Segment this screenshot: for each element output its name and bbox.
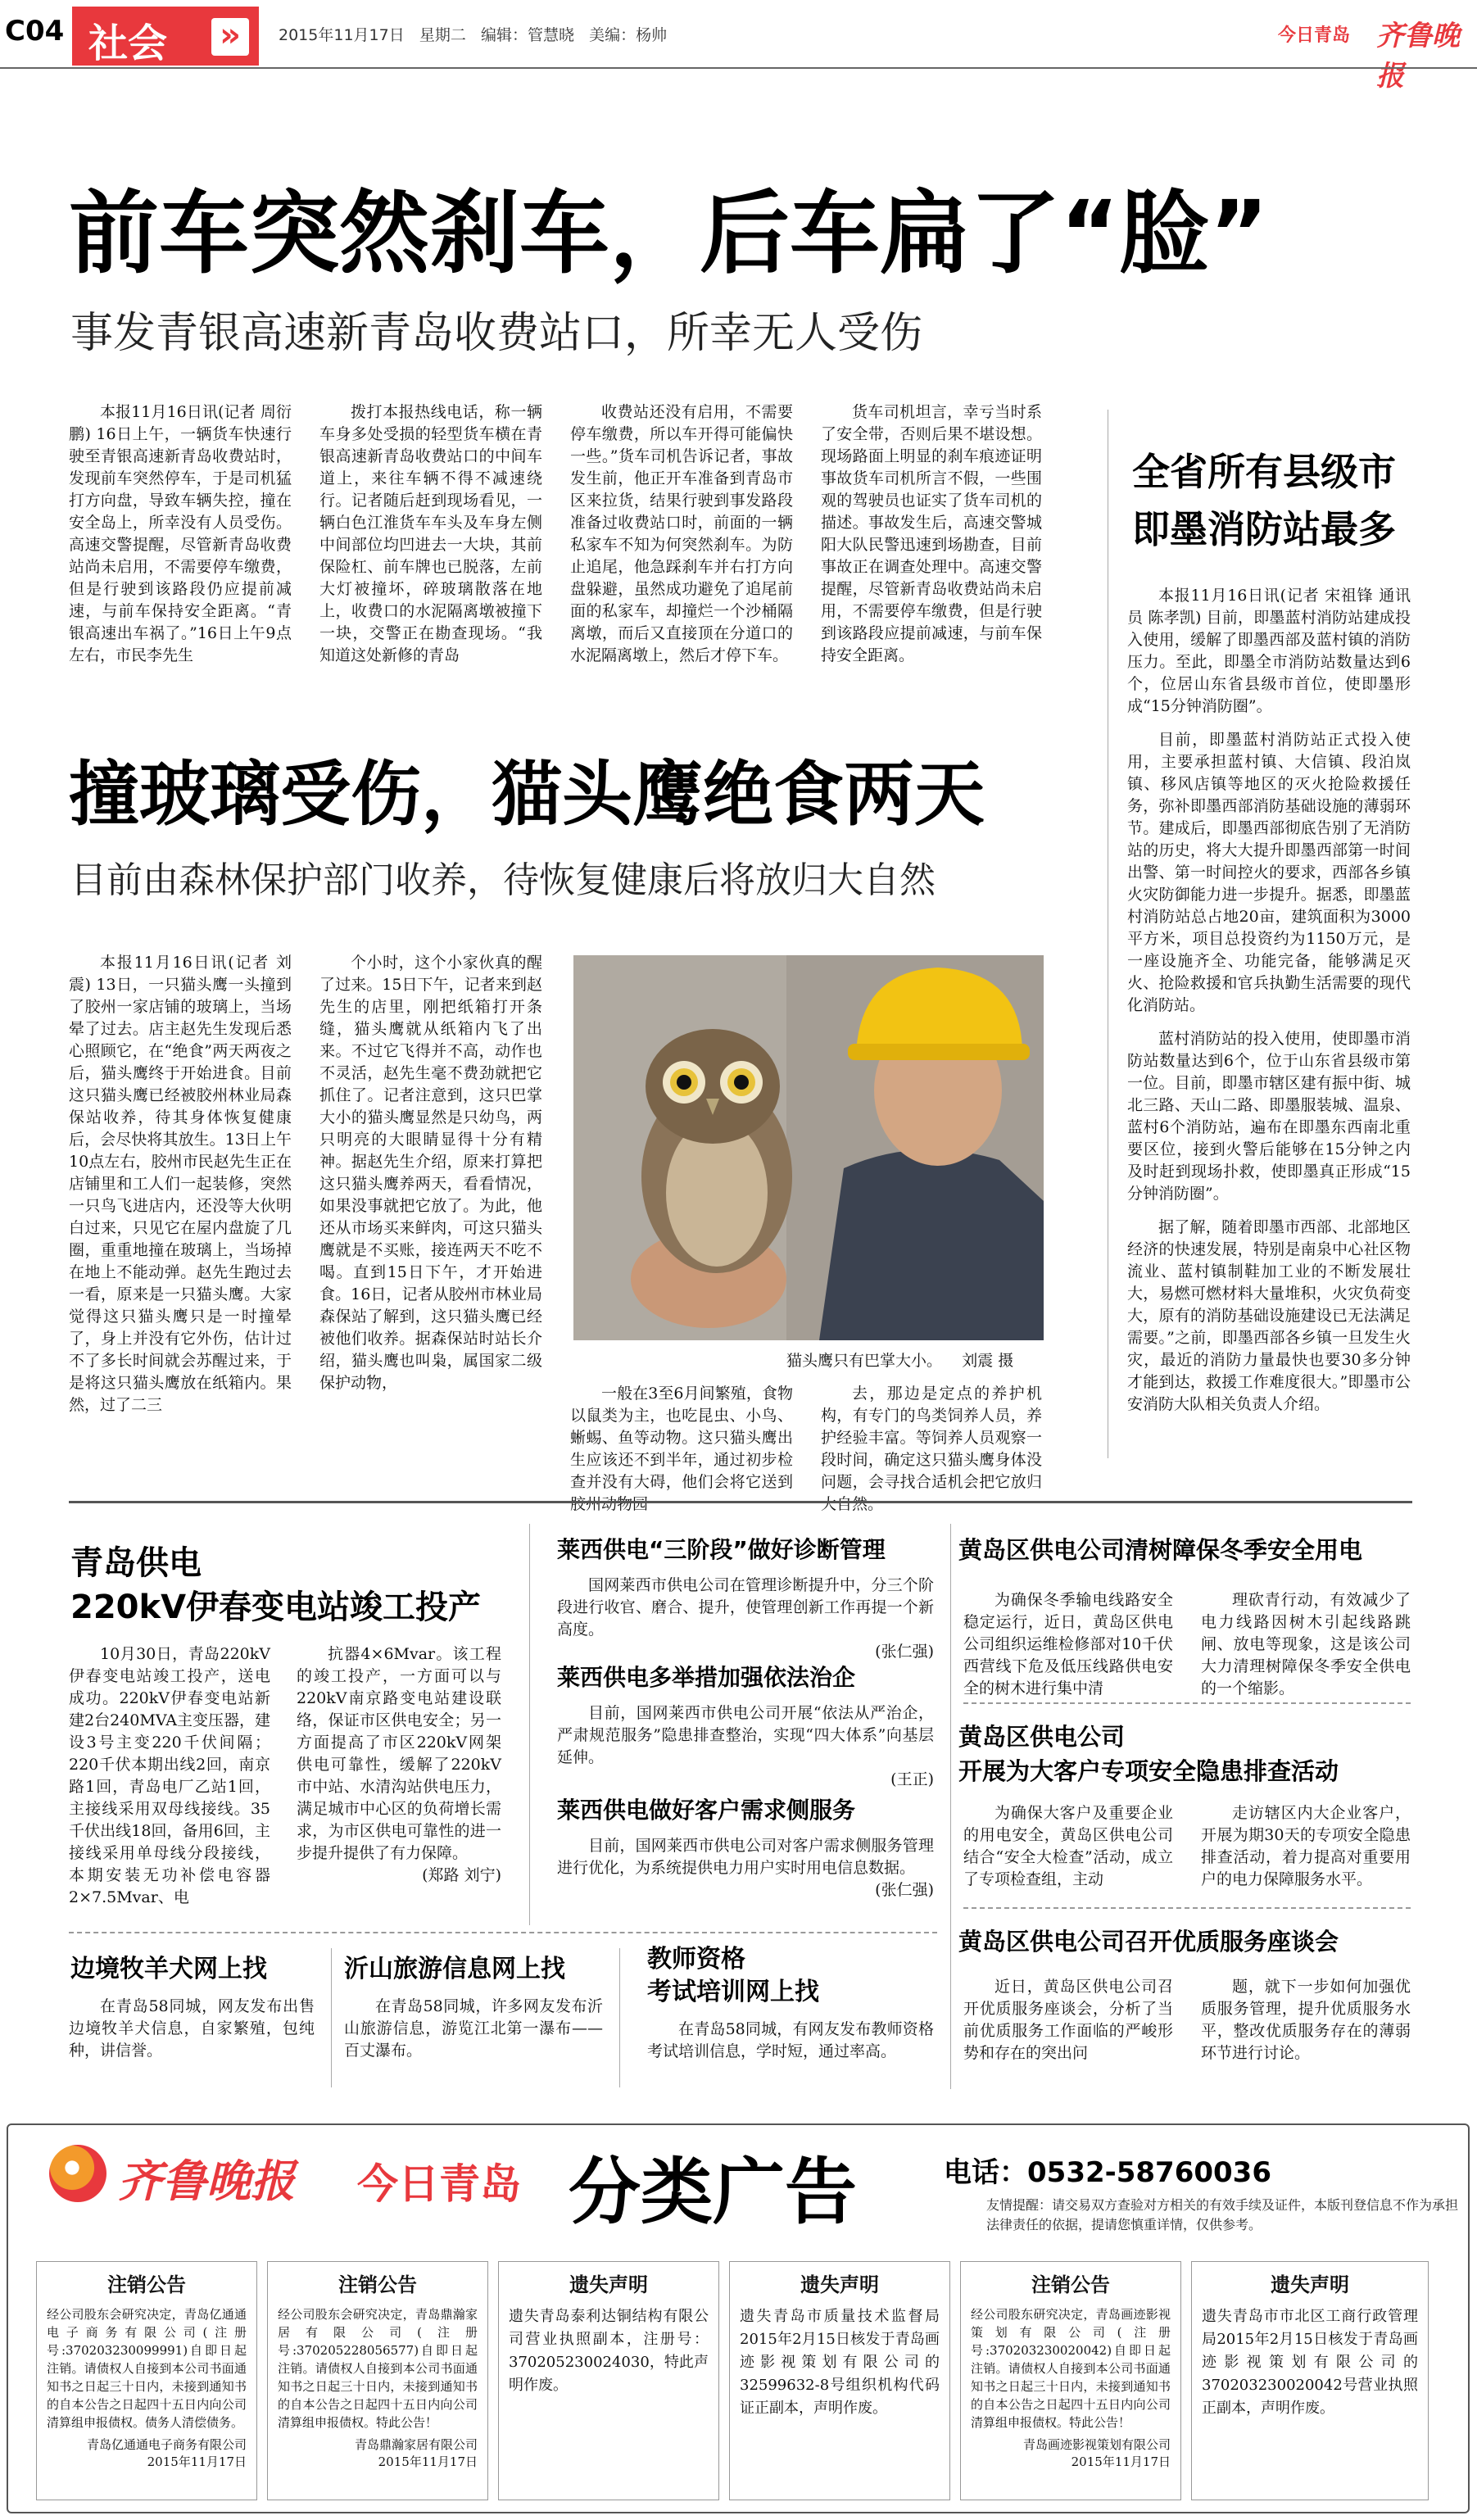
- story1-col4: 货车司机坦言，幸亏当时系了安全带，否则后果不堪设想。现场路面上明显的刹车痕迹证明事故货车司机所言不假，一些围观的驾驶员也证实了货车司机的描述。事故发生后，高速交警城阳大队民警迅速到场勘查，目前事故正在调查处理中。高速交警提醒，尽管新青岛收费站尚未启用，不需要停车缴费，但是行驶到该路段应提前减速，与前车保持安全距离。: [821, 403, 1042, 664]
- ad-title: 遗失声明: [569, 2273, 648, 2296]
- story1-subhead: 事发青银高速新青岛收费站口，所幸无人受伤: [70, 309, 923, 358]
- ad-item: [267, 2261, 488, 2500]
- power-lead-sign: (郑路 刘宁): [422, 1866, 501, 1884]
- online3-title-2: 考试培训网上找: [647, 1978, 819, 2006]
- story2-col2: 个小时，这个小家伙真的醒了过来。15日下午，记者来到赵先生的店里，刚把纸箱打开条缝，猫头鹰就从纸箱内飞了出来。不过它飞得并不高，动作也不灵活，赵先生毫不费劲就把它抓住了。记者注意到，这只巴掌大小的猫头鹰显然是只幼鸟，两只明亮的大眼睛显得十分有精神。据赵先生介绍，原来打算把这只猫头鹰养两天，看看情况，如果没事就把它放了。为此，他还从市场买来鲜肉，可这只猫头鹰就是不买账，接连两天不吃不喝。直到15日下午，才开始进食。16日，记者从胶州市林业局森保站了解到，这只猫头鹰已经被他们收养。据森保站时站长介绍，猫头鹰也叫枭，属国家二级保护动物，: [319, 954, 542, 1392]
- story1-col3: 收费站还没有启用，不需要停车缴费，所以车开得可能偏快一些。”货车司机告诉记者，事故发生前，他正开车准备到青岛市区来拉货，结果行驶到事发路段准备过收费站口时，前面的一辆私家车不知为何突然刹车。为防止追尾，他急踩刹车并右打方向盘躲避，虽然成功避免了追尾前面的私家车，却撞烂一个沙桶隔离墩，而后又直接顶在分道口的水泥隔离墩上，然后才停下车。: [570, 403, 793, 664]
- ad-body: 遗失青岛市市北区工商行政管理局2015年2月15日核发于青岛画迹影视策划有限公司的370203230020042号营业执照正副本，声明作废。: [1202, 2308, 1418, 2417]
- hd2-title-1: 黄岛区供电公司: [958, 1723, 1126, 1751]
- power-lead-col2-wrap: [297, 1643, 501, 1906]
- story2-headline: 撞玻璃受伤，猫头鹰绝食两天: [69, 754, 985, 836]
- ad-item: [1191, 2261, 1429, 2500]
- ads-logo-icon: [49, 2145, 106, 2202]
- side-p4: 据了解，随着即墨市西部、北部地区经济的快速发展，特别是南泉中心社区物流业、蓝村镇制鞋加工业的不断发展壮大，易燃可燃材料大量堆积，火灾负荷变大，原有的消防基础设施建设已无法满足需要。”之前，即墨西部各乡镇一旦发生火灾，最近的消防力量最快也要30多分钟才能到达，救援工作难度很大。”即墨市公安消防大队相关负责人介绍。: [1127, 1218, 1411, 1413]
- header-edition: 今日青岛: [1278, 25, 1351, 46]
- laixi1-title: 莱西供电“三阶段”做好诊断管理: [557, 1536, 886, 1563]
- side-headline-1: 全省所有县级市: [1132, 450, 1396, 494]
- laixi3-sign: (张仁强): [875, 1881, 934, 1899]
- ads-category: 分类广告: [569, 2149, 858, 2234]
- power-lead-col2: 抗器4×6Mvar。该工程的竣工投产，一方面可以与220kV南京路变电站建设联络，保证市区供电安全；另一方面提高了市区220kV网架供电可靠性，缓解了220kV市中站、水清沟站供电压力，满足城市中心区的负荷增长需求，为市区供电可靠性的进一步提升提供了有力保障。: [297, 1645, 501, 1862]
- side-p2: 目前，即墨蓝村消防站正式投入使用，主要承担蓝村镇、大信镇、段泊岚镇、移风店镇等地区的灭火抢险救援任务，弥补即墨西部消防基础设施的薄弱环节。建成后，即墨西部彻底告别了无消防站的历史，将大大提升即墨西部第一时间出警、第一时间控火的要求，西部各乡镇火灾防御能力进一步提升。据悉，即墨蓝村消防站总占地20亩，建筑面积为3000平方米，项目总投资约为1150万元，是一座设施齐全、功能完备，能够满足灭火、抢险救援和官兵执勤生活需要的现代化消防站。: [1127, 731, 1411, 1014]
- story2-col4: 去，那边是定点的养护机构，有专门的鸟类饲养人员，养护经验丰富。等饲养人员观察一段时间，确定这只猫头鹰身体没问题，会寻找合适机会把它放归大自然。: [821, 1385, 1042, 1513]
- ad-title: 注销公告: [338, 2273, 417, 2296]
- ad-body: 遗失青岛泰利达铜结构有限公司营业执照副本，注册号：370205230024030，特此声明作废。: [509, 2308, 709, 2394]
- header-editor: 编辑：管慧晓: [480, 26, 574, 44]
- hd3-title: 黄岛区供电公司召开优质服务座谈会: [958, 1928, 1339, 1956]
- ad-item: [729, 2261, 950, 2500]
- ads-phone-label: 电话：: [944, 2156, 1027, 2189]
- ad-item: [960, 2261, 1181, 2500]
- caption-credit: 刘震 摄: [962, 1352, 1014, 1370]
- online-rule: [69, 1932, 937, 1933]
- laixi2-title: 莱西供电多举措加强依法治企: [557, 1664, 856, 1691]
- ads-notice: 友情提醒：请交易双方查验对方相关的有效手续及证件，本版刊登信息不作为承担法律责任的依据，提请您慎重详情，仅供参考。: [986, 2197, 1459, 2232]
- hd2-col2: 走访辖区内大企业客户，开展为期30天的专项安全隐患排查活动，着力提高对重要用户的电力保障服务水平。: [1201, 1804, 1411, 1888]
- hd-dash-2: [963, 1907, 1411, 1909]
- online1-title: 边境牧羊犬网上找: [70, 1955, 267, 1983]
- online1-body: 在青岛58同城，网友发布出售边境牧羊犬信息，自家繁殖，包纯种，讲信誉。: [69, 1997, 315, 2060]
- side-lead: 本报11月16日讯(记者 宋祖锋 通讯员 陈孝凯) 目前，即墨蓝村消防站建成投入使用，缓解了即墨西部及蓝村镇的消防压力。至此，即墨全市消防站数量达到6个，位居山东省县级市首位，使即墨形成“15分钟消防圈”。: [1127, 587, 1411, 715]
- section-name: 社会: [88, 20, 168, 66]
- laixi3-body: 目前，国网莱西市供电公司对客户需求侧服务管理进行优化，为系统提供电力用户实时用电信息数据。: [557, 1837, 934, 1877]
- side-p3: 蓝村消防站的投入使用，使即墨市消防站数量达到6个，位于山东省县级市第一位。目前，即墨市辖区建有振中街、城北三路、天山二路、即墨服装城、温泉、蓝村6个消防站，遍布在即墨东西南北重要区位，接到火警后能够在15分钟之内及时赶到现场扑救，使即墨真正形成“15分钟消防圈”。: [1127, 1030, 1411, 1203]
- story1-col1: 本报11月16日讯(记者 周衍鹏) 16日上午，一辆货车快速行驶至青银高速新青岛收费站时，发现前车突然停车，于是司机猛打方向盘，导致车辆失控，撞在安全岛上，所幸没有人员受伤。高速交警提醒，尽管新青岛收费站尚未启用，不需要停车缴费，但是行驶到该路段仍应提前减速，与前车保持安全距离。“青银高速出车祸了。”16日上午9点左右，市民李先生: [69, 403, 292, 664]
- ad-body: 遗失青岛市质量技术监督局2015年2月15日核发于青岛画迹影视策划有限公司的32599632-8号组织机构代码证正副本，声明作废。: [740, 2308, 940, 2417]
- hd1-col1: 为确保冬季输电线路安全稳定运行，近日，黄岛区供电公司组织运维检修部对10千伏西营线下危及低压线路供电安全的树木进行集中清: [963, 1591, 1173, 1697]
- laixi2-body: 目前，国网莱西市供电公司开展“依法从严治企，严肃规范服务”隐患排查整治，实现“四大体系”向基层延伸。: [557, 1704, 934, 1766]
- ad-title: 注销公告: [1031, 2273, 1110, 2296]
- power-lead-title-1: 青岛供电: [70, 1544, 202, 1582]
- ad-body: 经公司股东研究决定，青岛画迹影视策划有限公司(注册号:370203230020042)自即日起注销。请债权人自接到本公司书面通知书之日起三十日内，未接到通知书的自本公告之日起四十五日内向公司清算组申报债权。特此公告！: [971, 2307, 1171, 2430]
- hd3-col2: 题，就下一步如何加强优质服务管理，提升优质服务水平，整改优质服务存在的薄弱环节进行讨论。: [1201, 1978, 1411, 2062]
- owl-photo: [573, 955, 1044, 1340]
- hd-dash-1: [963, 1702, 1411, 1704]
- power-divider-1: [529, 1524, 530, 1925]
- story1-headline: 前车突然刹车，后车扁了“脸”: [69, 181, 1269, 286]
- page-number: C04: [5, 15, 65, 48]
- ads-edition: 今日青岛: [357, 2160, 521, 2208]
- ad-sign: 青岛画迹影视策划有限公司 2015年11月17日: [1022, 2437, 1171, 2469]
- laixi1-wrap: [557, 1575, 934, 1661]
- ad-item: [498, 2261, 719, 2500]
- ad-title: 注销公告: [107, 2273, 186, 2296]
- laixi3-wrap: [557, 1835, 934, 1914]
- header-date: 2015年11月17日: [279, 26, 405, 44]
- header-meta: [279, 23, 667, 45]
- ad-sign: 青岛亿通通电子商务有限公司 2015年11月17日: [86, 2437, 247, 2469]
- side-headline-2: 即墨消防站最多: [1132, 507, 1396, 551]
- laixi2-wrap: [557, 1702, 934, 1788]
- hd2-title-2: 开展为大客户专项安全隐患排查活动: [958, 1757, 1339, 1785]
- story2-col3: 一般在3至6月间繁殖，食物以鼠类为主，也吃昆虫、小鸟、蜥蜴、鱼等动物。这只猫头鹰出生应该还不到半年，通过初步检查并没有大碍，他们会将它送到胶州动物园: [570, 1385, 793, 1513]
- hd1-col2: 理砍青行动，有效减少了电力线路因树木引起线路跳闸、放电等现象，这是该公司大力清理树障保冬季安全供电的一个缩影。: [1201, 1591, 1411, 1697]
- story2-col1: 本报11月16日讯(记者 刘震) 13日，一只猫头鹰一头撞到了胶州一家店铺的玻璃上，当场晕了过去。店主赵先生发现后悉心照顾它，在“绝食”两天两夜之后，猫头鹰终于开始进食。目前这只猫头鹰已经被胶州林业局森保站收养，待其身体恢复健康后，会尽快将其放生。13日上午10点左右，胶州市民赵先生正在店铺里和工人们一起装修，突然一只鸟飞进店内，还没等大伙明白过来，只见它在屋内盘旋了几圈，重重地撞在玻璃上，当场掉在地上不能动弹。赵先生跑过去一看，原来是一只猫头鹰。大家觉得这只猫头鹰只是一时撞晕了，身上并没有它外伤，估计过不了多长时间就会苏醒过来，于是将这只猫头鹰放在纸箱内。果然，过了二三: [69, 954, 292, 1414]
- laixi2-sign: (王正): [890, 1770, 934, 1788]
- section-rule: [69, 1501, 1412, 1503]
- laixi3-title: 莱西供电做好客户需求侧服务: [557, 1797, 856, 1824]
- ad-sign: 青岛鼎瀚家居有限公司 2015年11月17日: [354, 2437, 478, 2469]
- online-divider-2: [619, 1948, 620, 2087]
- ad-title: 遗失声明: [1271, 2273, 1349, 2296]
- header-brand-logo: 齐鲁晚报: [1376, 20, 1460, 93]
- power-lead-title-2: 220kV伊春变电站竣工投产: [70, 1589, 482, 1626]
- side-story-body: [1127, 585, 1411, 1462]
- ads-phone: 0532-58760036: [1027, 2156, 1271, 2189]
- ads-phone-line: [944, 2150, 1271, 2190]
- header-weekday: 星期二: [419, 26, 466, 44]
- online-divider-1: [331, 1948, 332, 2087]
- ad-body: 经公司股东会研究决定，青岛亿通通电子商务有限公司(注册号:370203230099991)自即日起注销。请债权人自接到本公司书面通知书之日起三十日内，未接到通知书的自本公告之日起四十五日内向公司清算组申报债权。债务人清偿债务。: [47, 2307, 247, 2430]
- hd1-title: 黄岛区供电公司清树障保冬季安全用电: [958, 1536, 1363, 1564]
- ad-item: [36, 2261, 257, 2500]
- section-arrow-icon: »: [211, 18, 249, 56]
- online2-title: 沂山旅游信息网上找: [344, 1955, 565, 1983]
- online3-body: 在青岛58同城，有网友发布教师资格考试培训信息，学时短，通过率高。: [647, 2020, 934, 2060]
- laixi1-sign: (张仁强): [875, 1643, 934, 1661]
- ads-brand: 齐鲁晚报: [118, 2155, 295, 2207]
- story2-subhead: 目前由森林保护部门收养，待恢复健康后将放归大自然: [70, 859, 936, 901]
- ad-title: 遗失声明: [800, 2273, 879, 2296]
- online2-body: 在青岛58同城，许多网友发布沂山旅游信息，游览江北第一瀑布——百丈瀑布。: [344, 1997, 603, 2060]
- power-lead-col1: 10月30日，青岛220kV伊春变电站竣工投产，送电成功。220kV伊春变电站新建2台240MVA主变压器，建设3号主变220千伏间隔；220千伏本期出线2回，南京路1回，青岛电厂乙站1回，主接线采用双母线接线。35千伏出线18回，备用6回，主接线采用单母线分段接线，本期安装无功补偿电容器2×7.5Mvar、电: [69, 1645, 270, 1906]
- header-rule: [0, 67, 1477, 69]
- power-divider-2: [950, 1524, 951, 2089]
- ad-body: 经公司股东会研究决定，青岛鼎瀚家居有限公司(注册号:370205228056577)自即日起注销。请债权人自接到本公司书面通知书之日起三十日内，未接到通知书的自本公告之日起四十五日内向公司清算组申报债权。特此公告！: [278, 2307, 478, 2430]
- laixi1-body: 国网莱西市供电公司在管理诊断提升中，分三个阶段进行收官、磨合、提升，使管理创新工作再提一个新高度。: [557, 1576, 934, 1638]
- story1-col2: 拨打本报热线电话，称一辆车身多处受损的轻型货车横在青银高速新青岛收费站口的中间车道上，来往车辆不得不减速绕行。记者随后赶到现场看见，一辆白色江淮货车车头及车身左侧中间部位均凹进去一大块，其前保险杠、前车牌也已脱落，左前大灯被撞坏，碎玻璃散落在地上，收费口的水泥隔离墩被撞下一块，交警正在勘查现场。“我知道这处新修的青岛: [319, 403, 542, 664]
- online3-title-1: 教师资格: [647, 1945, 745, 1974]
- owl-photo-illustration: [573, 955, 1044, 1340]
- caption-text: 猫头鹰只有巴掌大小。: [786, 1352, 943, 1370]
- header-art-editor: 美编：杨帅: [589, 26, 668, 44]
- hd2-col1: 为确保大客户及重要企业的用电安全，黄岛区供电公司结合“安全大检查”活动，成立了专项检查组，主动: [963, 1804, 1173, 1888]
- owl-photo-caption: [786, 1348, 1013, 1371]
- hd3-col1: 近日，黄岛区供电公司召开优质服务座谈会，分析了当前优质服务工作面临的严峻形势和存在的突出问: [963, 1978, 1173, 2062]
